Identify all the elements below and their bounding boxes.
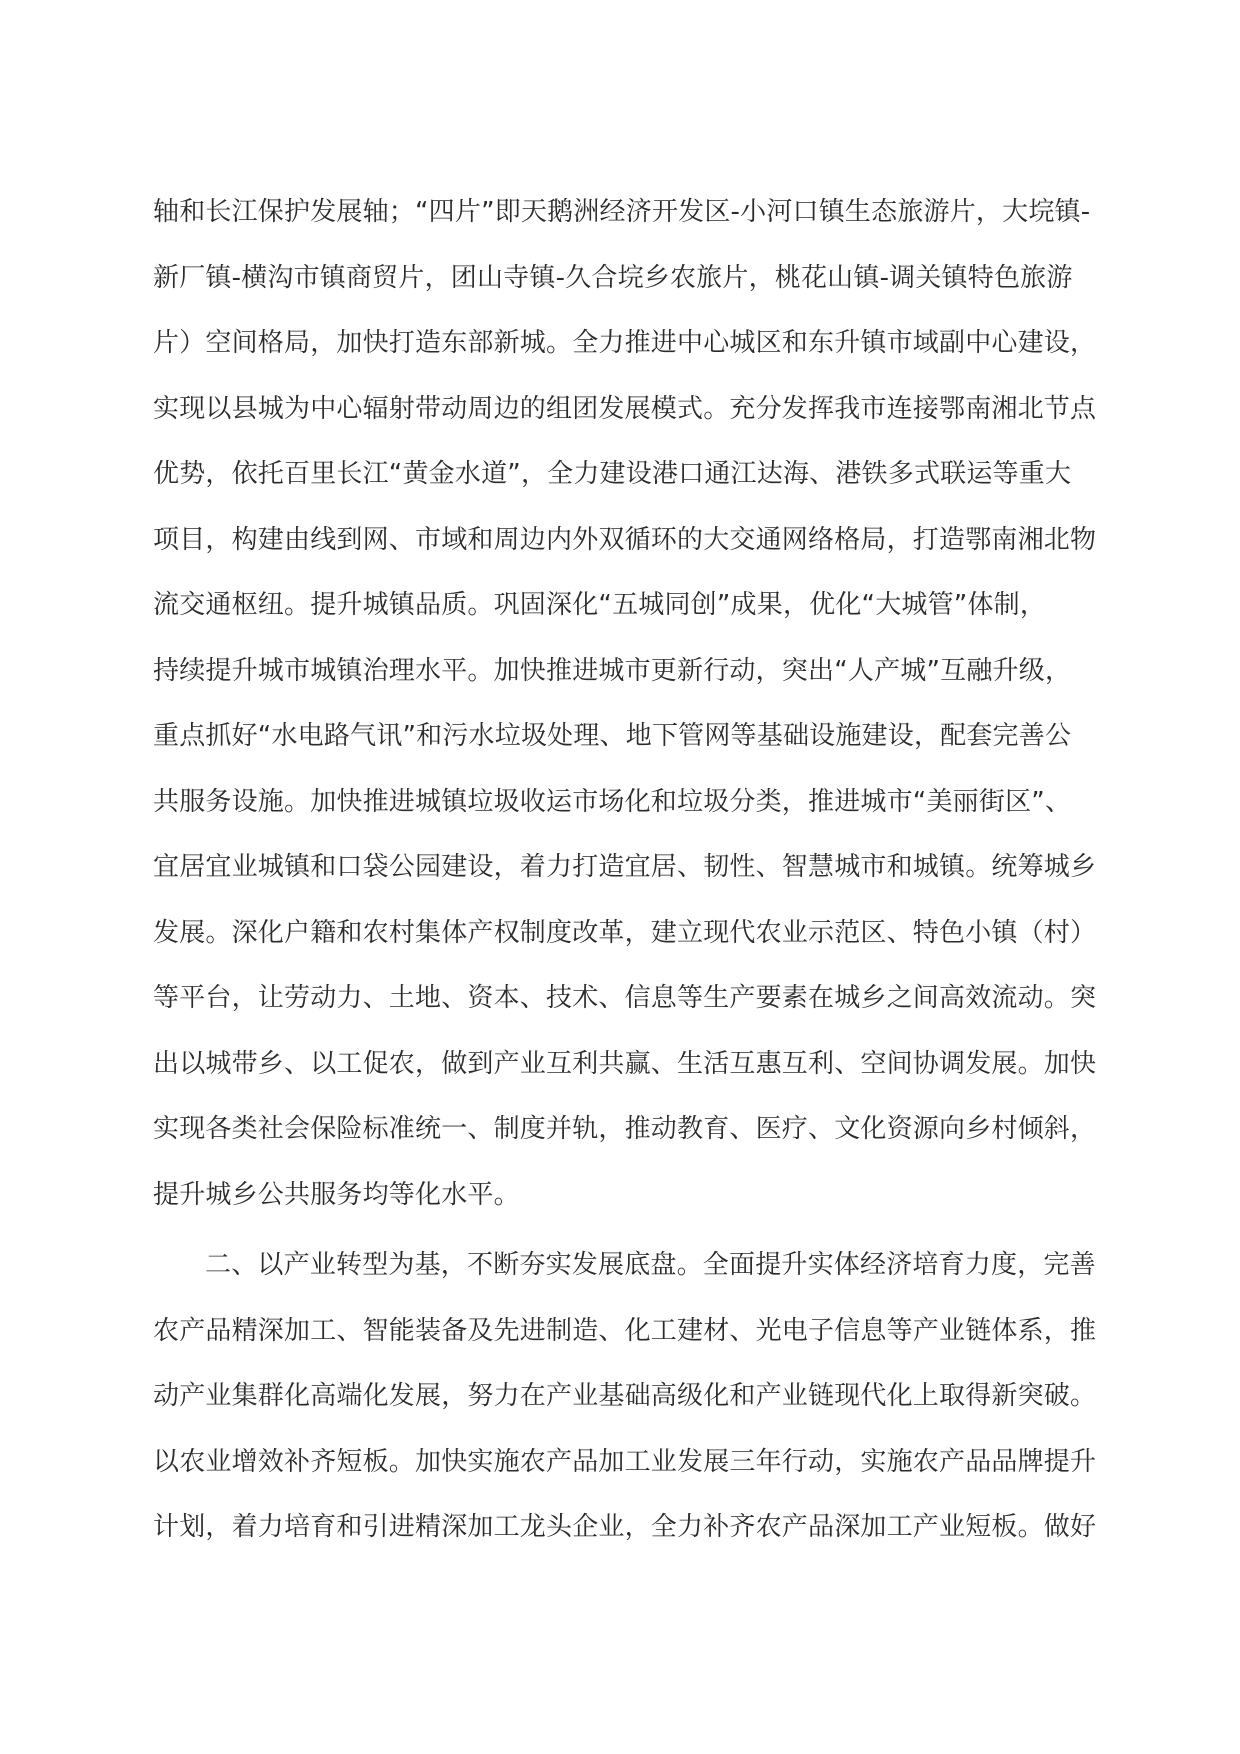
paragraph-1 [153, 196, 1097, 1244]
text-line: 实现各类社会保险标准统一、制度并轨，推动教育、医疗、文化资源向乡村倾斜， [153, 1114, 1097, 1144]
text-line: 轴和长江保护发展轴；“四片”即天鹅洲经济开发区-小河口镇生态旅游片，大垸镇- [153, 197, 1091, 227]
text-line: 以农业增效补齐短板。加快实施农产品加工业发展三年行动，实施农产品品牌提升 [153, 1446, 1097, 1477]
paragraph-2 [153, 1249, 1097, 1577]
text-line: 发展。深化户籍和农村集体产权制度改革，建立现代农业示范区、特色小镇（村） [153, 917, 1097, 948]
text-line: 重点抓好“水电路气讯”和污水垃圾处理、地下管网等基础设施建设，配套完善公 [153, 721, 1072, 751]
text-line: 宜居宜业城镇和口袋公园建设，着力打造宜居、韧性、智慧城市和城镇。统筹城乡 [153, 852, 1097, 882]
text-line: 共服务设施。加快推进城镇垃圾收运市场化和垃圾分类，推进城市“美丽街区”、 [153, 786, 1072, 817]
text-line: 计划，着力培育和引进精深加工龙头企业，全力补齐农产品深加工产业短板。做好 [153, 1512, 1097, 1542]
text-line: 农产品精深加工、智能装备及先进制造、化工建材、光电子信息等产业链体系，推 [153, 1315, 1097, 1346]
text-line: 流交通枢纽。提升城镇品质。巩固深化“五城同创”成果，优化“大城管”体制， [153, 590, 1047, 620]
text-line: 优势，依托百里长江“黄金水道”，全力建设港口通江达海、港铁多式联运等重大 [153, 459, 1072, 489]
text-line: 新厂镇-横沟市镇商贸片，团山寺镇-久合垸乡农旅片，桃花山镇-调关镇特色旅游 [153, 262, 1073, 293]
text-line: 持续提升城市城镇治理水平。加快推进城市更新行动，突出“人产城”互融升级， [153, 655, 1072, 686]
text-line: 提升城乡公共服务均等化水平。 [153, 1179, 520, 1210]
text-line: 实现以县城为中心辐射带动周边的组团发展模式。充分发挥我市连接鄂南湘北节点 [153, 393, 1097, 424]
text-line: 片）空间格局，加快打造东部新城。全力推进中心城区和东升镇市域副中心建设， [153, 328, 1097, 358]
text-line: 项目，构建由线到网、市域和周边内外双循环的大交通网络格局，打造鄂南湘北物 [153, 524, 1097, 555]
text-line: 出以城带乡、以工促农，做到产业互利共赢、生活互惠互利、空间协调发展。加快 [153, 1048, 1097, 1079]
text-line: 二、以产业转型为基，不断夯实发展底盘。全面提升实体经济培育力度，完善 [205, 1250, 1096, 1280]
text-line: 等平台，让劳动力、土地、资本、技术、信息等生产要素在城乡之间高效流动。突 [153, 983, 1097, 1013]
text-line: 动产业集群化高端化发展，努力在产业基础高级化和产业链现代化上取得新突破。 [153, 1381, 1097, 1411]
